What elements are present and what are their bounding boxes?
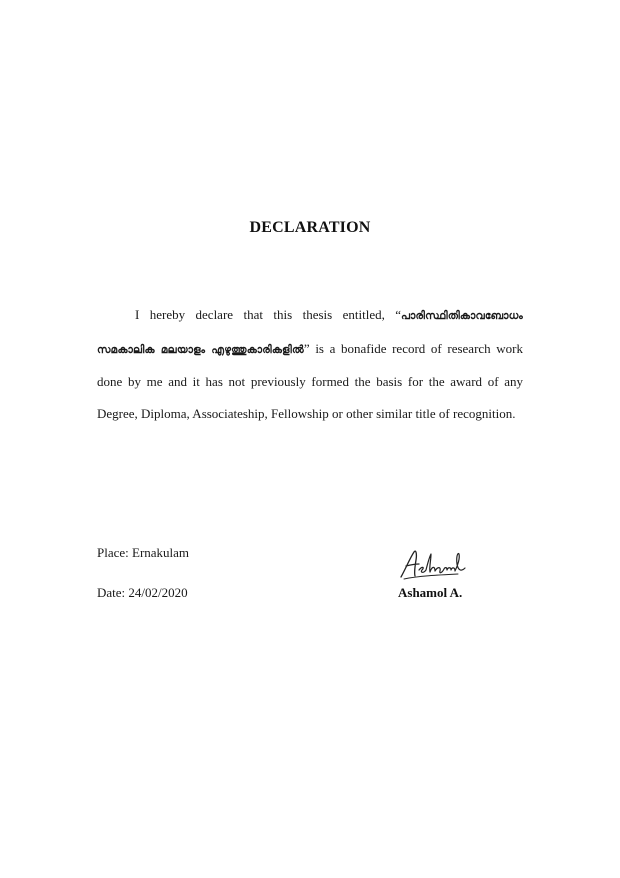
declaration-rest: ” is a bonafide record of research work done by me and it has not previously formed the basis for the award of any Degree, Diploma, Associateship, Fellowship or other similar title of recognition. — [97, 340, 524, 421]
page-title: DECLARATION — [249, 219, 371, 236]
declaration-paragraph — [97, 299, 523, 429]
declaration-intro: I hereby declare that this thesis entitled, “ — [135, 307, 402, 322]
date-line: Date: 24/02/2020 — [97, 585, 188, 600]
place-line: Place: Ernakulam — [97, 545, 190, 560]
thesis-title: പാരിസ്ഥിതികാവബോധം സമകാലിക മലയാളം എഴുത്തുകാരികളിൽ — [97, 310, 523, 356]
signatory-name: Ashamol A. — [398, 585, 463, 600]
handwritten-signature — [398, 546, 468, 582]
